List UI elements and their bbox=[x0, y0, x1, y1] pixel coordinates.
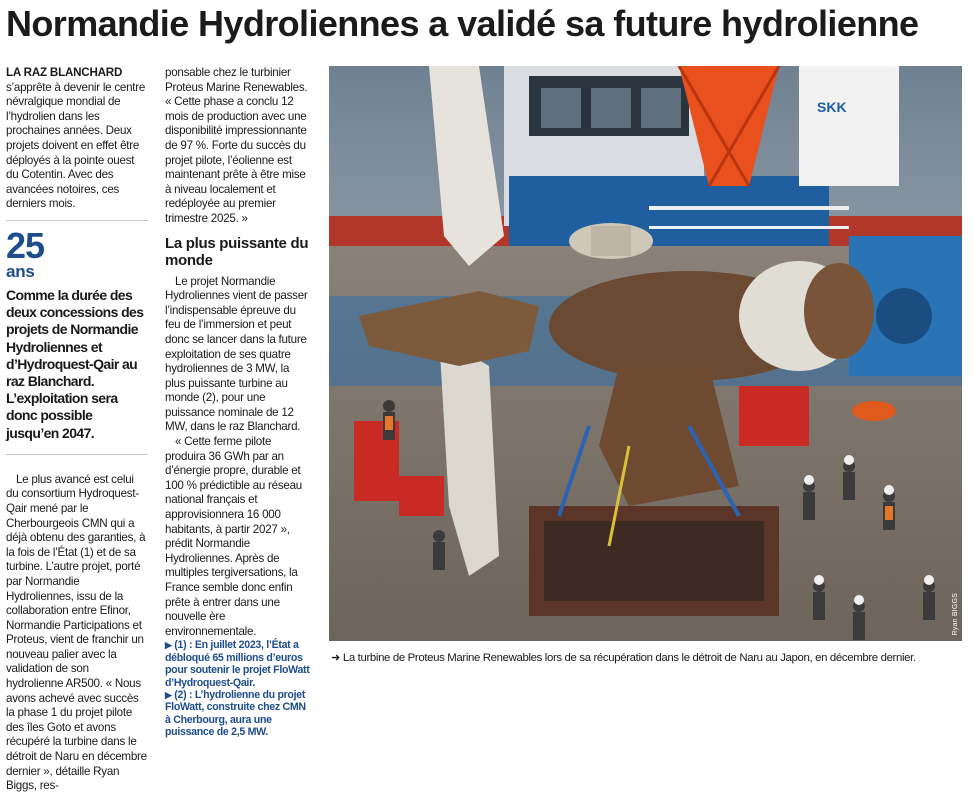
lead-paragraph bbox=[6, 66, 148, 212]
body-paragraph: Le projet Normandie Hydroliennes vient de passer l’indispensable épreuve du feu de l’immersion et peut donc se lancer dans la future exploitation de ses quatre hydroliennes de 3 MW, la plus puissante turbine au monde (2), pour une puissance nominale de 12 MW, dans le raz Blanchard. bbox=[165, 274, 308, 434]
ship-brand-text: SKK bbox=[817, 99, 847, 115]
column-middle bbox=[165, 66, 311, 739]
lead-text: s’apprête à devenir le centre névralgique mondial de l’hydrolien dans les prochaines années. Deux projets doivent en effet être déployés à la pointe ouest du Cotentin. Avec des avancées notoires, ces derniers mois. bbox=[6, 80, 146, 211]
arrow-right-icon: ➜ bbox=[331, 652, 340, 664]
body-paragraph: ponsable chez le turbinier Proteus Marine Renewables. « Cette phase a conclu 12 mois de production avec une disponibilité impressionnante de 97 %. Forte du succès du projet pilote, l’éolienne est maintenant prête à être mise à niveau localement et redéployée au premier trimestre 2025. » bbox=[165, 66, 308, 225]
photo-illustration bbox=[329, 66, 962, 641]
footnote-2 bbox=[165, 689, 311, 739]
footnote-text: (2) : L’hydrolienne du projet FloWatt, construite chez CMN à Cherbourg, aura une puissance de 2,5 MW. bbox=[165, 689, 306, 739]
subheading: La plus puissante du monde bbox=[165, 234, 309, 269]
photo-caption bbox=[331, 651, 971, 665]
headline: Normandie Hydroliennes a validé sa future hydrolienne bbox=[6, 3, 919, 44]
body-paragraph: « Cette ferme pilote produira 36 GWh par an d’énergie propre, durable et 100 % prédictible au réseau national français et approvisionnera 16 000 habitants, à partir 2027 », prédit Normandie Hydroliennes. Après de multiples tergiversations, la France semble donc enfin prête à entrer dans une nouvelle ère environnementale. bbox=[165, 435, 302, 638]
triangle-right-icon: ▶ bbox=[165, 690, 172, 700]
lead-caps: LA RAZ BLANCHARD bbox=[6, 66, 123, 79]
triangle-right-icon: ▶ bbox=[165, 640, 172, 651]
footnote-1 bbox=[165, 639, 311, 689]
column-left bbox=[6, 66, 148, 794]
divider bbox=[6, 220, 148, 221]
photo-turbine-recovery bbox=[329, 66, 962, 641]
caption-text: La turbine de Proteus Marine Renewables lors de sa récupération dans le détroit de Naru au Japon, en décembre dernier. bbox=[342, 652, 916, 664]
key-figure-text: Comme la durée des deux concessions des projets de Normandie Hydroliennes et d’Hydroquest-Qair au raz Blanchard. L’exploitation sera donc possible jusqu’en 2047. bbox=[6, 286, 144, 441]
key-figure-number: 25 bbox=[6, 224, 45, 266]
key-figure-unit: ans bbox=[6, 261, 35, 281]
body-paragraph: Le plus avancé est celui du consortium Hydroquest-Qair mené par le Cherbourgeois CMN qui a déjà obtenu des garanties, à la fois de l’État (1) et de sa turbine. L’autre projet, porté par Normandie Hydroliennes, issu de la collaboration entre Efinor, Normandie Participations et Proteus, vient de franchir un nouveau palier avec la validation de son hydrolienne AR500. « Nous avons achevé avec succès la phase 1 du projet pilote des îles Goto et avons récupéré la turbine dans le détroit de Naru en décembre dernier », détaille Ryan Biggs, res- bbox=[6, 472, 147, 793]
photo-credit: Ryan BIGGS bbox=[952, 592, 959, 635]
footnote-text: (1) : En juillet 2023, l’État a débloqué 65 millions d’euros pour soutenir le projet FloWatt d’Hydroquest-Qair. bbox=[165, 639, 310, 689]
divider bbox=[6, 454, 148, 455]
